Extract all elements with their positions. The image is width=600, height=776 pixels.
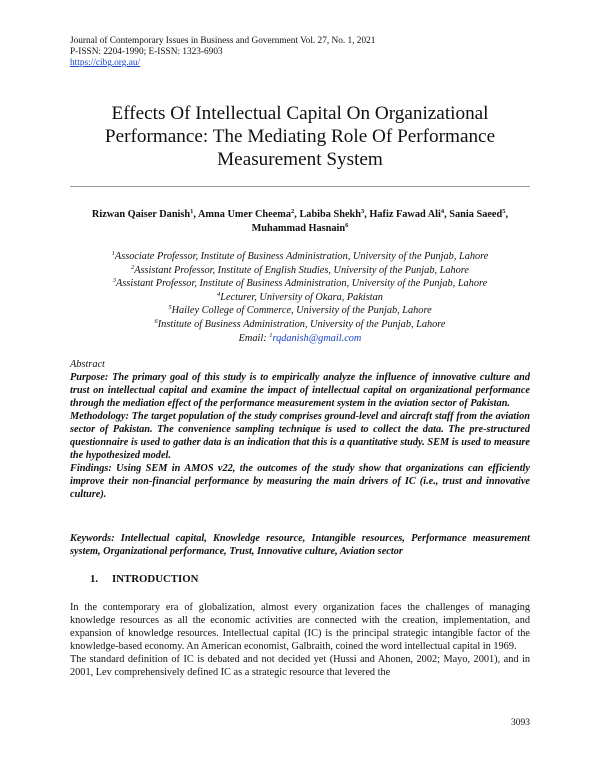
section-title: INTRODUCTION	[112, 573, 199, 585]
author-list: Rizwan Qaiser Danish$^1$, Amna Umer Cheema$^2$, Labiba Shekh$^3$, Hafiz Fawad Ali$^4$, Sania Saeed$^5$, Muhammad Hasnain$^6$	[91, 208, 509, 234]
keywords: Keywords: Intellectual capital, Knowledge resource, Intangible resources, Performance measurement system, Organizational performance, Trust, Innovative culture, Aviation sector	[70, 533, 530, 557]
affiliation-item: $^1$Associate Professor, Institute of Business Administration, University of the Punjab, Lahore	[111, 250, 489, 262]
email-link[interactable]: rqdanish@gmail.com	[272, 332, 362, 344]
paper-title: Effects Of Intellectual Capital On Organizational Performance: The Mediating Role Of Performance Measurement System	[104, 103, 496, 170]
abstract-heading: Abstract	[70, 359, 105, 370]
affiliation-item: $^4$Lecturer, University of Okara, Pakistan	[217, 290, 383, 303]
page-number: 3093	[511, 718, 530, 728]
author-name: Sania Saeed	[449, 209, 503, 220]
issn-line: P-ISSN: 2204-1990; E-ISSN: 1323-6903	[70, 47, 223, 57]
journal-header	[70, 36, 375, 69]
abstract-purpose: Purpose: The primary goal of this study is to empirically analyze the influence of innovative culture and trust on intellectual capital and examine the impact of intellectual capital on organizational performance through the mediation effect of the performance measurement system in the aviation sector of Pakistan.	[70, 372, 530, 409]
paragraph: In the contemporary era of globalization, almost every organization faces the challenges of managing knowledge resources as all the economic activities are connected with the creation, implementation, and expansion of knowledge resources. Intellectual capital (IC) is the principal strategic intangible factor of the knowledge-based economy. An American economist, Galbraith, coined the word intellectual capital in 1969.	[70, 602, 530, 652]
affiliation-list	[70, 250, 530, 345]
body-text	[70, 601, 530, 679]
affiliation-item: $^2$Assistant Professor, Institute of English Studies, University of the Punjab, Lahore	[131, 263, 469, 276]
author-name: Hafiz Fawad Ali	[369, 209, 441, 220]
journal-name: Journal of Contemporary Issues in Business and Government Vol. 27, No. 1, 2021	[70, 36, 376, 46]
paragraph: The standard definition of IC is debated and not decided yet (Hussi and Ahonen, 2002; Mayo, 2001), and in 2001, Lev comprehensively defined IC as a strategic resource that levered the	[70, 654, 530, 678]
section-number: 1.	[90, 573, 99, 585]
email-line: Email: $^1$rqdanish@gmail.com	[238, 331, 362, 344]
abstract-findings: Findings: Using SEM in AMOS v22, the outcomes of the study show that organizations can efficiently improve their non-financial performance by measuring the main drivers of IC (i.e., trust and innovative culture).	[70, 463, 530, 500]
author-name: Amna Umer Cheema	[197, 209, 292, 220]
affiliation-item: $^3$Assistant Professor, Institute of Business Administration, University of the Punjab, Lahore	[112, 277, 488, 290]
section-heading	[90, 573, 198, 585]
affiliation-item: $^6$Institute of Business Administration, University of the Punjab, Lahore	[154, 317, 446, 330]
affiliation-item: $^5$Hailey College of Commerce, University of the Punjab, Lahore	[168, 304, 432, 317]
journal-url-link[interactable]: https://cibg.org.au/	[70, 58, 141, 68]
abstract	[70, 358, 530, 501]
top-divider	[70, 186, 530, 187]
author-name: Rizwan Qaiser Danish	[91, 209, 191, 220]
author-name: Labiba Shekh	[299, 209, 361, 220]
abstract-methodology: Methodology: The target population of the study comprises ground-level and aircraft staff from the aviation sector of Pakistan. The convenience sampling technique is used to collect the data. The pre-structured questionnaire is used to gather data is an indication that this is a quantitative study. SEM is used to measure the hypothesized model.	[70, 411, 530, 461]
author-name: Muhammad Hasnain	[251, 223, 346, 234]
